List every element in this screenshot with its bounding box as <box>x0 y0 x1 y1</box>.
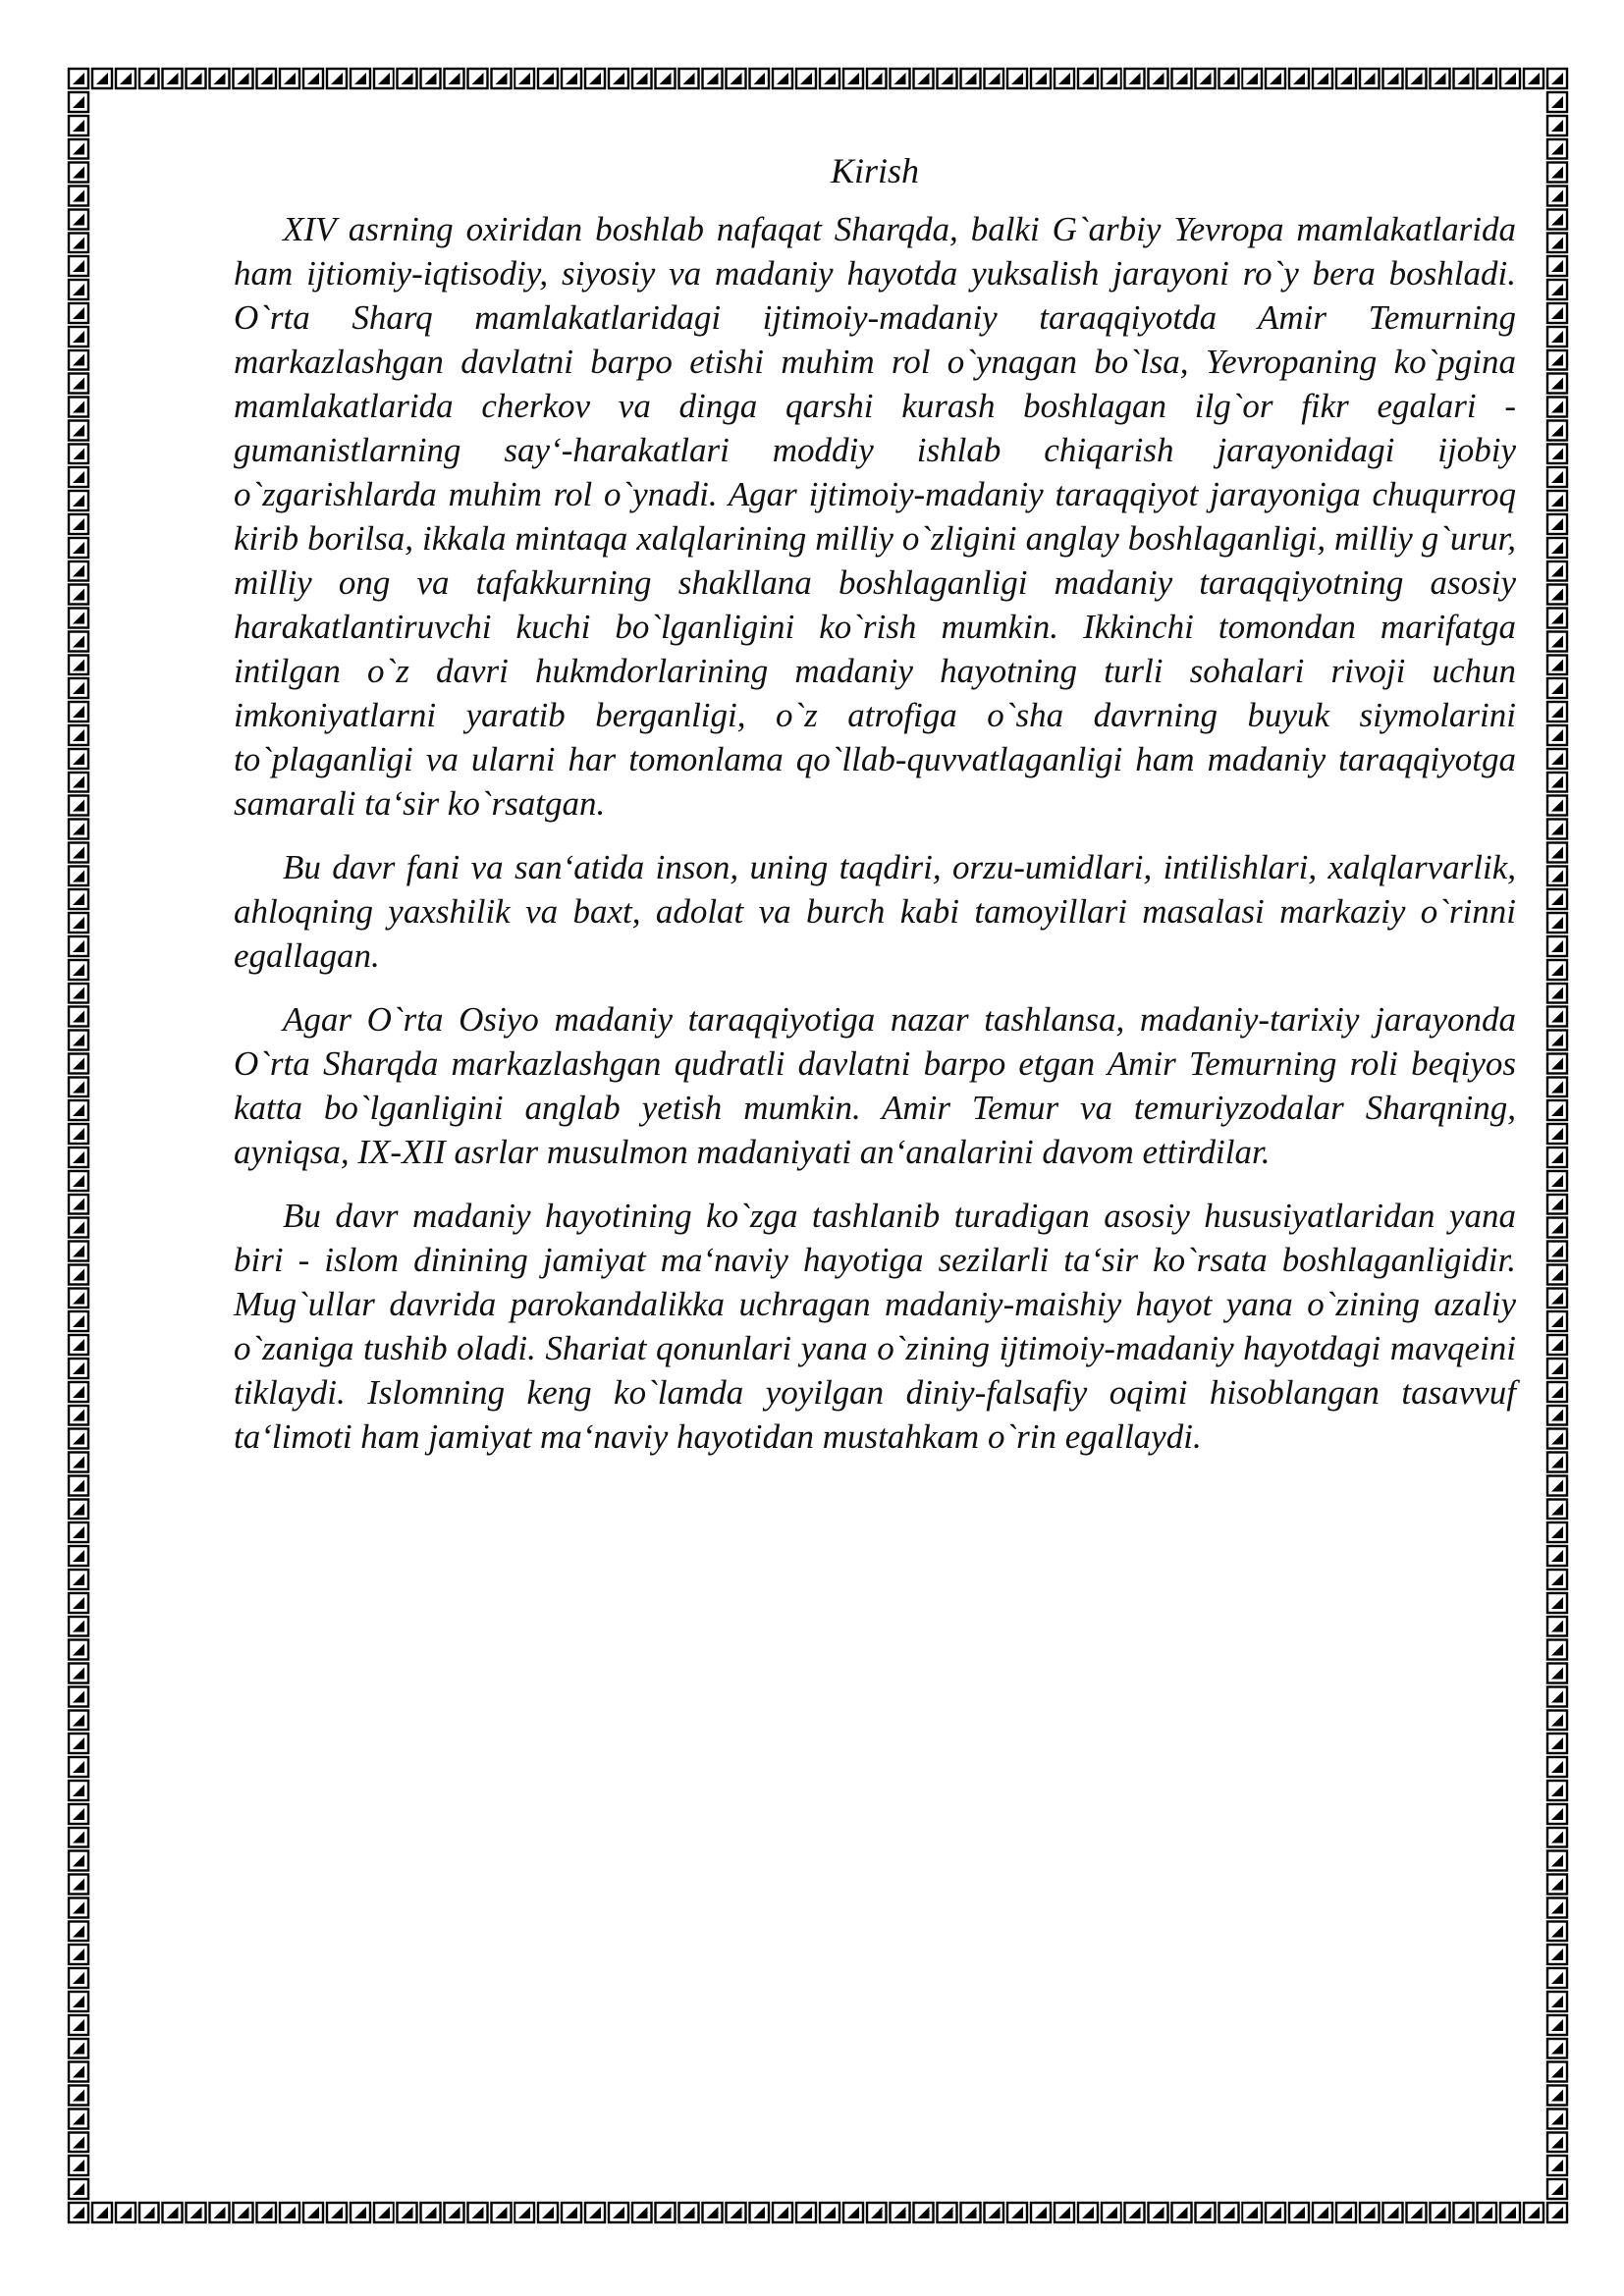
document-title: Kirish <box>830 151 920 190</box>
paragraph-2: Bu davr fani va san‘atida inson, uning taqdiri, orzu-umidlari, intilishlari, xalqlarvarlik, ahloqning yaxshilik va baxt, adolat va burch kabi tamoyillari masalasi markaziy o`rinni egallagan. <box>234 848 1516 975</box>
document-body <box>234 149 1516 1478</box>
paragraph-3: Agar O`rta Osiyo madaniy taraqqiyotiga nazar tashlansa, madaniy-tarixiy jarayonda O`rta Sharqda markazlashgan qudratli davlatni barpo etgan Amir Temurning roli beqiyos katta bo`lganligini anglab yetish mumkin. Amir Temur va temuriyzodalar Sharqning, ayniqsa, IX-XII asrlar musulmon madaniyati an‘analarini davom ettirdilar. <box>234 1000 1516 1171</box>
paragraph-1: XIV asrning oxiridan boshlab nafaqat Sharqda, balki G`arbiy Yevropa mamlakatlarida ham ijtiomiy-iqtisodiy, siyosiy va madaniy hayotda yuksalish jarayoni ro`y bera boshladi. O`rta Sharq mamlakatlaridagi ijtimoiy-madaniy taraqqiyotda Amir Temurning markazlashgan davlatni barpo etishi muhim rol o`ynagan bo`lsa, Yevropaning ko`pgina mamlakatlarida cherkov va dinga qarshi kurash boshlagan ilg`or fikr egalari - gumanistlarning say‘-harakatlari moddiy ishlab chiqarish jarayonidagi ijobiy o`zgarishlarda muhim rol o`ynadi. Agar ijtimoiy-madaniy taraqqiyot jarayoniga chuqurroq kirib borilsa, ikkala mintaqa xalqlarining milliy o`zligini anglay boshlaganligi, milliy g`urur, milliy ong va tafakkurning shakllana boshlaganligi madaniy taraqqiyotning asosiy harakatlantiruvchi kuchi bo`lganligini ko`rish mumkin. Ikkinchi tomondan marifatga intilgan o`z davri hukmdorlarining madaniy hayotning turli sohalari rivoji uchun imkoniyatlarni yaratib berganligi, o`z atrofiga o`sha davrning buyuk siymolarini to`plaganligi va ularni har tomonlama qo`llab-quvvatlaganligi ham madaniy taraqqiyotga samarali ta‘sir ko`rsatgan. <box>234 210 1516 823</box>
paragraph-4: Bu davr madaniy hayotining ko`zga tashlanib turadigan asosiy hususiyatlaridan yana biri - islom dinining jamiyat ma‘naviy hayotiga sezilarli ta‘sir ko`rsata boshlaganligidir. Mug`ullar davrida parokandalikka uchragan madaniy-maishiy hayot yana o`zining azaliy o`zaniga tushib oladi. Shariat qonunlari yana o`zining ijtimoiy-madaniy hayotdagi mavqeini tiklaydi. Islomning keng ko`lamda yoyilgan diniy-falsafiy oqimi hisoblangan tasavvuf ta‘limoti ham jamiyat ma‘naviy hayotidan mustahkam o`rin egallaydi. <box>234 1197 1516 1456</box>
